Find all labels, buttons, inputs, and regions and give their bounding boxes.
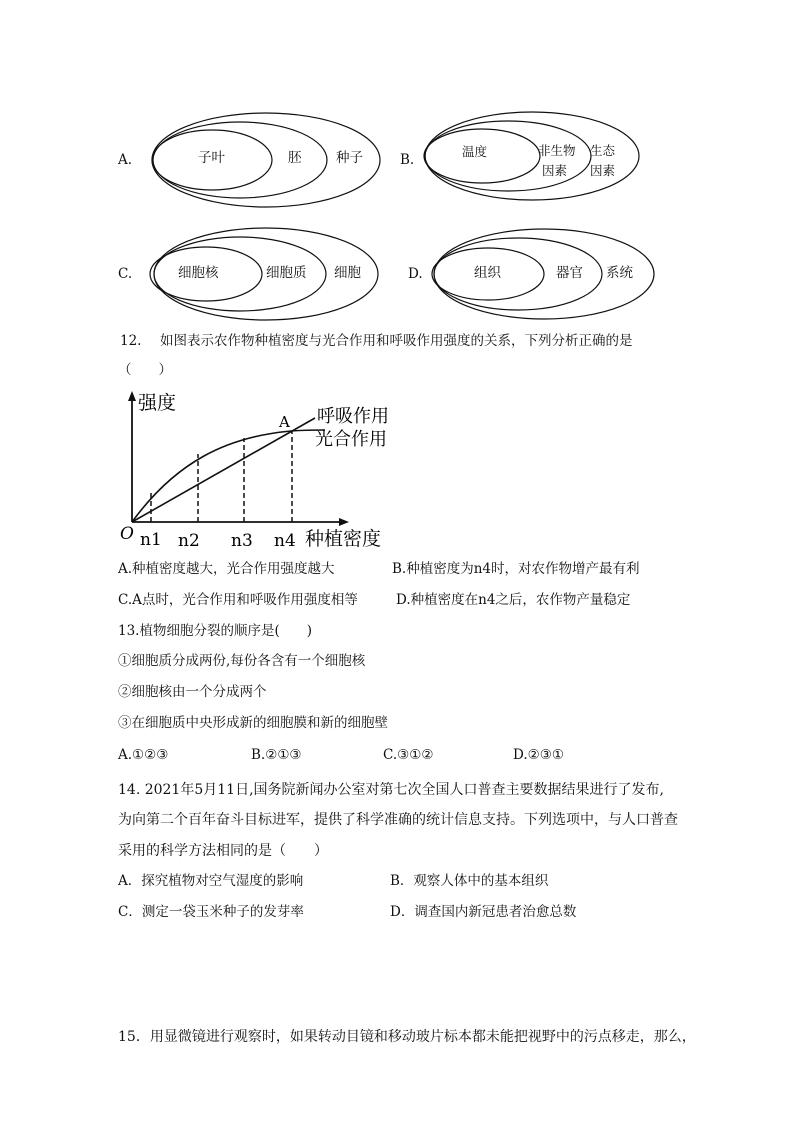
q14-option-c: C．测定一袋玉米种子的发芽率 (118, 904, 304, 920)
venn-a-middle-label: 胚 (288, 150, 302, 166)
point-a-label: A (279, 413, 290, 431)
origin-label: O (120, 524, 134, 544)
x-tick-n4: n4 (274, 531, 296, 551)
venn-d-middle-label: 器官 (556, 265, 583, 281)
legend-respiration: 呼吸作用 (317, 406, 389, 427)
q14-line-2: 为向第二个百年奋斗目标进军，提供了科学准确的统计信息支持。下列选项中，与人口普查 (118, 812, 678, 828)
q12-density-chart (115, 385, 405, 555)
q13-option-b: B.②①③ (251, 747, 302, 763)
q14-option-b: B．观察人体中的基本组织 (390, 873, 549, 889)
q14-line-3: 采用的科学方法相同的是（ ） (118, 843, 328, 859)
q12-paren: （ ） (118, 362, 172, 378)
x-axis-arrow (339, 518, 349, 526)
photosynthesis-curve (132, 430, 325, 522)
q12-option-d: D.种植密度在n4之后，农作物产量稳定 (396, 592, 631, 608)
q13-item-1: ①细胞质分成两份,每份各含有一个细胞核 (118, 653, 366, 669)
venn-c-outer-label: 细胞 (334, 265, 361, 281)
venn-d-outer-label: 系统 (606, 265, 633, 281)
venn-b-outer-label-2: 因素 (590, 163, 616, 178)
venn-c-middle-label: 细胞质 (266, 265, 307, 281)
venn-d-inner-label: 组织 (474, 265, 501, 281)
venn-diagram-b (400, 108, 650, 210)
venn-b-ellipses (400, 108, 650, 210)
venn-diagram-d (408, 226, 658, 324)
x-axis-label: 种植密度 (305, 528, 382, 550)
x-tick-n3: n3 (231, 531, 253, 551)
q14-line-1: 14. 2021年5月11日,国务院新闻办公室对第七次全国人口普查主要数据结果进行了发布, (118, 782, 664, 798)
q12-option-b: B.种植密度为n4时，对农作物增产最有利 (392, 561, 640, 577)
venn-b-outer-label-1: 生态 (590, 143, 616, 158)
venn-a-letter: A. (118, 152, 133, 168)
venn-b-middle-label-2: 因素 (542, 163, 568, 178)
legend-photosynthesis: 光合作用 (315, 429, 387, 450)
venn-a-inner-label: 子叶 (198, 150, 225, 166)
venn-diagram-c (118, 224, 390, 324)
q12-option-c: C.A点时，光合作用和呼吸作用强度相等 (118, 592, 358, 608)
venn-b-middle-label-1: 非生物 (538, 143, 576, 158)
x-tick-n1: n1 (140, 530, 162, 550)
y-axis-arrow (128, 391, 136, 401)
y-axis-label: 强度 (138, 392, 177, 414)
venn-a-outer-label: 种子 (336, 150, 363, 166)
q13-option-a: A.①②③ (118, 747, 169, 763)
q14-option-d: D．调查国内新冠患者治愈总数 (390, 904, 577, 920)
q14-option-a: A．探究植物对空气湿度的影响 (118, 873, 304, 889)
venn-c-letter: C. (118, 266, 133, 282)
q13-item-2: ②细胞核由一个分成两个 (118, 684, 267, 700)
venn-d-letter: D. (408, 266, 423, 282)
venn-b-letter: B. (400, 152, 415, 168)
respiration-line (132, 418, 315, 522)
venn-b-inner-label: 温度 (462, 144, 488, 159)
venn-c-inner-label: 细胞核 (178, 265, 219, 281)
q13-option-d: D.②③① (513, 747, 564, 763)
venn-diagram-a (118, 108, 390, 210)
q12-option-a: A.种植密度越大，光合作用强度越大 (118, 561, 335, 577)
q15-line-1: 15．用显微镜进行观察时，如果转动目镜和移动玻片标本都未能把视野中的污点移走，那么， (118, 1029, 696, 1045)
q12-number: 12. (120, 333, 142, 349)
q13-option-c: C.③①② (383, 747, 434, 763)
q13-stem: 13.植物细胞分裂的顺序是( ) (118, 623, 313, 639)
q13-item-3: ③在细胞质中央形成新的细胞膜和新的细胞壁 (118, 715, 388, 731)
x-tick-n2: n2 (178, 531, 200, 551)
q12-stem: 如图表示农作物种植密度与光合作用和呼吸作用强度的关系，下列分析正确的是 (160, 333, 633, 349)
